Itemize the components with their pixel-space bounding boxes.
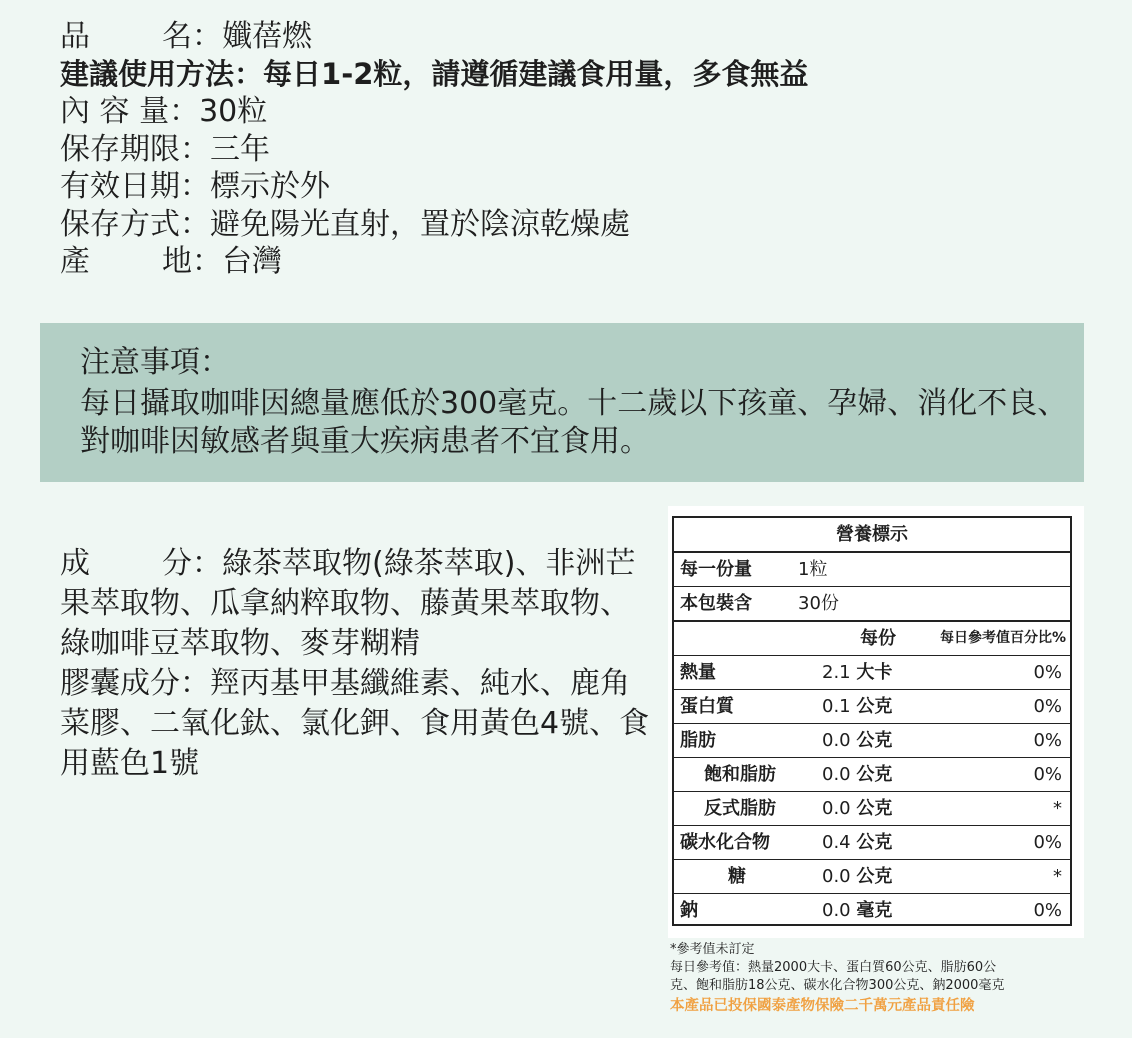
info-usage-value: 每日1-2粒，請遵循建議食用量，多食無益 <box>263 56 809 91</box>
column-header-row <box>674 622 1070 656</box>
nutrient-amount <box>822 792 892 825</box>
nutrient-unit: 公克 <box>856 730 893 751</box>
nutrient-name: 飽和脂肪 <box>704 764 776 785</box>
ingredients-capsule: 膠囊成分：羥丙基甲基纖維素、純水、鹿角菜膠、二氧化鈦、氯化鉀、食用黃色4號、食用藍色1號 <box>60 666 650 781</box>
info-expiry-value: 標示於外 <box>210 169 330 204</box>
nutrient-unit: 毫克 <box>856 900 893 921</box>
col-daily-value: 每日參考值百分比% <box>939 630 1066 646</box>
nutrient-name: 鈉 <box>680 900 698 921</box>
info-storage-label: 保存方式： <box>60 206 210 242</box>
ingredients-main <box>60 544 650 664</box>
nutrient-amount <box>822 826 892 859</box>
nutrition-panel <box>668 506 1084 938</box>
nutrient-unit: 公克 <box>856 798 893 819</box>
nutrient-row <box>674 724 1070 758</box>
nutrition-title: 營養標示 <box>674 518 1070 553</box>
nutrient-amount <box>822 690 892 723</box>
info-expiry-row <box>60 168 808 206</box>
insurance-note: 本產品已投保國泰產物保險二千萬元產品責任險 <box>670 998 975 1014</box>
nutrient-value: 0.0 <box>822 798 851 819</box>
nutrient-daily-pct: 0% <box>1033 764 1062 785</box>
label-char: 產 <box>60 244 90 279</box>
nutrient-daily-pct: 0% <box>1033 730 1062 751</box>
nutrient-row <box>674 758 1070 792</box>
info-origin-label <box>60 243 192 281</box>
ingredients-label <box>60 544 192 584</box>
nutrient-name: 碳水化合物 <box>680 832 770 853</box>
nutrient-value: 0.1 <box>822 696 851 717</box>
info-content-value: 30粒 <box>199 94 268 129</box>
info-usage-label: 建議使用方法： <box>60 56 264 91</box>
nutrient-amount <box>822 758 892 791</box>
nutrition-table <box>672 516 1072 926</box>
nutrient-name: 脂肪 <box>680 730 716 751</box>
info-usage-row <box>60 56 808 94</box>
label-char: 分 <box>162 546 192 581</box>
colon: ： <box>192 19 222 54</box>
nutrient-rows <box>674 656 1070 927</box>
nutrient-value: 0.0 <box>822 866 851 887</box>
nutrient-unit: 公克 <box>856 866 893 887</box>
nutrient-daily-pct: 0% <box>1033 662 1062 683</box>
nutrient-unit: 大卡 <box>856 662 893 683</box>
label-char: 成 <box>60 546 90 581</box>
info-storage-value: 避免陽光直射，置於陰涼乾燥處 <box>210 206 630 242</box>
nutrient-name: 蛋白質 <box>680 696 734 717</box>
nutrient-value: 0.0 <box>822 900 851 921</box>
nutrient-unit: 公克 <box>856 832 893 853</box>
info-shelf-value: 三年 <box>210 131 270 167</box>
col-per-serving: 每份 <box>860 628 896 649</box>
nutrient-daily-pct: * <box>1053 798 1062 819</box>
footnote-line2: 每日參考值：熱量2000大卡、蛋白質60公克、脂肪60公 <box>670 960 997 975</box>
info-shelf-label: 保存期限： <box>60 131 210 167</box>
nutrient-daily-pct: 0% <box>1033 696 1062 717</box>
label-char: 地 <box>162 244 192 279</box>
nutrient-daily-pct: * <box>1053 866 1062 887</box>
nutrient-daily-pct: 0% <box>1033 832 1062 853</box>
ingredients-text: ：綠茶萃取物(綠茶萃取)、非洲芒果萃取物、瓜拿納粹取物、藤黃果萃取物、綠咖啡豆萃取物、麥芽糊精 <box>60 546 636 661</box>
nutrient-row <box>674 894 1070 927</box>
nutrient-row <box>674 826 1070 860</box>
nutrient-value: 0.0 <box>822 730 851 751</box>
nutrient-value: 0.0 <box>822 764 851 785</box>
notice-title: 注意事項： <box>80 345 230 380</box>
footnote-line3: 克、飽和脂肪18公克、碳水化合物300公克、鈉2000毫克 <box>670 978 1005 993</box>
footnote-line1: *參考值未訂定 <box>670 942 755 957</box>
nutrient-name: 反式脂肪 <box>704 798 776 819</box>
nutrient-row <box>674 656 1070 690</box>
nutrient-unit: 公克 <box>856 764 893 785</box>
nutrient-unit: 公克 <box>856 696 893 717</box>
label-char: 品 <box>60 19 90 54</box>
nutrient-row <box>674 860 1070 894</box>
nutrient-value: 0.4 <box>822 832 851 853</box>
info-shelf-row <box>60 131 808 169</box>
nutrient-daily-pct: 0% <box>1033 900 1062 921</box>
notice-box <box>40 323 1084 482</box>
serving-value: 1粒 <box>798 559 828 580</box>
info-content-label: 內 容 量： <box>60 94 200 129</box>
serving-label: 每一份量 <box>680 559 752 580</box>
nutrient-row <box>674 690 1070 724</box>
nutrient-row <box>674 792 1070 826</box>
nutrient-amount <box>822 656 892 689</box>
footnote <box>670 941 1004 1015</box>
info-origin-row <box>60 243 808 281</box>
info-content-row <box>60 93 808 131</box>
notice-body: 每日攝取咖啡因總量應低於300毫克。十二歲以下孩童、孕婦、消化不良、對咖啡因敏感者與重大疾病患者不宜食用。 <box>80 386 1068 459</box>
package-label: 本包裝含 <box>680 593 752 614</box>
info-expiry-label: 有效日期： <box>60 169 210 204</box>
ingredients <box>60 544 650 784</box>
info-name-label <box>60 18 192 56</box>
nutrient-amount <box>822 894 892 927</box>
package-value: 30份 <box>798 593 839 614</box>
colon: ： <box>192 244 222 279</box>
info-storage-row <box>60 206 808 244</box>
info-origin-value: 台灣 <box>222 244 282 279</box>
package-row <box>674 587 1070 622</box>
serving-row <box>674 553 1070 587</box>
nutrient-name: 糖 <box>728 866 746 887</box>
nutrient-amount <box>822 724 892 757</box>
nutrient-value: 2.1 <box>822 662 851 683</box>
info-name-row <box>60 18 808 56</box>
info-name-value: 孅蓓燃 <box>222 19 312 54</box>
nutrient-amount <box>822 860 892 893</box>
product-info <box>60 18 808 281</box>
label-char: 名 <box>162 19 192 54</box>
nutrient-name: 熱量 <box>680 662 716 683</box>
